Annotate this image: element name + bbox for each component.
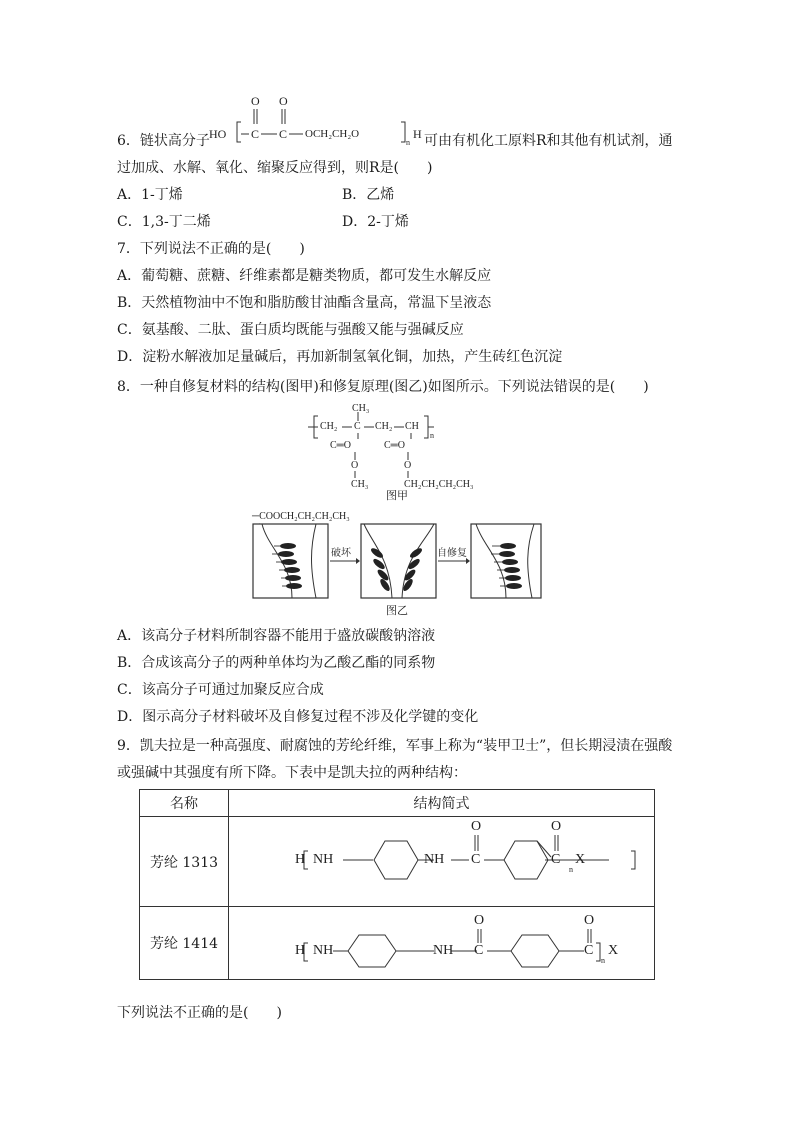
q6-option-a: A．1-丁烯 xyxy=(117,187,183,203)
q8-option-c: C．该高分子可通过加聚反应合成 xyxy=(117,682,324,698)
q7-option-b: B．天然植物油中不饱和脂肪酸甘油酯含量高，常温下呈液态 xyxy=(117,295,492,311)
q6-formula xyxy=(209,94,422,150)
table-row xyxy=(140,907,655,980)
q8-fig1-ch3-top: CH₃ xyxy=(352,403,370,414)
q9-line1: 9．凯夫拉是一种高强度、耐腐蚀的芳纶纤维，军事上称为“装甲卫士”，但长期浸渍在强酸 xyxy=(117,738,673,754)
q6-formula-o2: O xyxy=(279,94,288,108)
q6-formula-ho: HO xyxy=(209,127,227,141)
q7-option-a: A．葡萄糖、蔗糖、纤维素都是糖类物质，都可发生水解反应 xyxy=(117,268,492,284)
q8-option-a: A．该高分子材料所制容器不能用于盛放碳酸钠溶液 xyxy=(117,628,436,644)
q8-figure-1 xyxy=(308,402,498,498)
q6-formula-h: H xyxy=(413,127,422,141)
q6-number: 6． xyxy=(117,133,140,149)
table-header-structure: 结构简式 xyxy=(229,790,655,817)
q8-fig1-butyl: CH₂CH₂CH₂CH₃ xyxy=(404,479,474,490)
f1414-n: n xyxy=(601,956,605,965)
q8-fig2-panel-3 xyxy=(471,524,541,598)
table-cell-structure-1313 xyxy=(229,817,655,907)
q8-fig1-ch3-bottom: CH₃ xyxy=(351,479,369,490)
q6-stem-end: 可由有机化工原料R和其他有机试剂，通 xyxy=(424,133,673,149)
q8-option-b: B．合成该高分子的两种单体均为乙酸乙酯的同系物 xyxy=(117,655,436,671)
q7-option-c: C．氨基酸、二肽、蛋白质均既能与强酸又能与强碱反应 xyxy=(117,322,464,338)
q6-stem-start: 链状高分子 xyxy=(139,133,210,149)
table-cell-structure-1414 xyxy=(229,907,655,980)
q8-fig2-panel-1 xyxy=(253,523,328,598)
table-cell-name: 芳纶 1313 xyxy=(140,817,229,907)
q6-formula-chain: OCH₂CH₂O xyxy=(305,128,360,140)
q8-fig1-caption: 图甲 xyxy=(386,489,408,502)
q8-fig1-o1: O xyxy=(351,460,359,471)
q8-fig1-co1: C═O xyxy=(330,440,351,451)
q8-fig2-group: ─COOCH₂CH₂CH₂CH₃ xyxy=(252,511,350,522)
q8-stem: 8．一种自修复材料的结构(图甲)和修复原理(图乙)如图所示。下列说法错误的是( ) xyxy=(117,379,649,395)
q6-option-c: C．1,3-丁二烯 xyxy=(117,214,211,230)
f1313-nh2: NH xyxy=(424,852,445,867)
table-cell-name: 芳纶 1414 xyxy=(140,907,229,980)
f1414-h: H xyxy=(295,943,306,958)
q6-formula-bonds xyxy=(209,94,422,150)
q8-fig1-c: C xyxy=(354,421,361,432)
f1414-o2: O xyxy=(584,913,595,928)
f1414-c2: C xyxy=(584,943,594,958)
f1313-x: X xyxy=(575,852,586,867)
f1313-h: H xyxy=(295,852,306,867)
q8-fig1-n: n xyxy=(430,431,434,440)
q8-figure-2 xyxy=(252,523,542,599)
q9-line2: 或强碱中其强度有所下降。下表中是凯夫拉的两种结构： xyxy=(117,765,467,781)
q8-fig1-o2: O xyxy=(404,460,412,471)
q7-option-d: D．淀粉水解液加足量碱后，再加新制氢氧化铜，加热，产生砖红色沉淀 xyxy=(117,349,563,365)
q8-fig1-co2: C═O xyxy=(384,440,405,451)
f1313-c2: C xyxy=(551,852,561,867)
q6-option-d: D．2-丁烯 xyxy=(342,214,409,230)
f1414-nh1: NH xyxy=(313,943,334,958)
q7-stem: 7．下列说法不正确的是( ) xyxy=(117,241,305,257)
q8-fig1-ch2a: CH₂ xyxy=(320,421,338,432)
q6-line2: 过加成、水解、氧化、缩聚反应得到，则R是( ) xyxy=(117,160,433,176)
f1414-o1: O xyxy=(474,913,485,928)
q6-formula-c1: C xyxy=(251,127,260,141)
q8-option-d: D．图示高分子材料破坏及自修复过程不涉及化学键的变化 xyxy=(117,709,479,725)
q8-fig2-arrow2-label: 自修复 xyxy=(437,548,467,559)
q8-fig1-ch2b: CH₂ xyxy=(375,421,393,432)
q8-fig2-caption: 图乙 xyxy=(386,604,408,617)
f1313-o2: O xyxy=(551,819,562,834)
f1414-nh2: NH xyxy=(433,943,454,958)
q6-formula-o1: O xyxy=(251,94,260,108)
f1313-nh1: NH xyxy=(313,852,334,867)
table-header-row xyxy=(140,790,655,817)
f1313-n: n xyxy=(569,865,573,874)
f1313-c1: C xyxy=(471,852,481,867)
q6-option-b: B．乙烯 xyxy=(342,187,395,203)
table-row xyxy=(140,817,655,907)
f1414-x: X xyxy=(608,943,619,958)
q6-stem xyxy=(117,132,210,150)
q8-fig1-ch: CH xyxy=(405,421,419,432)
q6-formula-n: n xyxy=(406,138,410,147)
q6-formula-c2: C xyxy=(279,127,288,141)
q8-fig2-panel-2 xyxy=(361,524,436,598)
f1313-o1: O xyxy=(471,819,482,834)
table-header-name: 名称 xyxy=(140,790,229,817)
q9-after: 下列说法不正确的是( ) xyxy=(117,1005,282,1021)
q8-fig2-arrow1-label: 破坏 xyxy=(331,548,351,559)
q9-table xyxy=(139,789,655,980)
f1414-c1: C xyxy=(474,943,484,958)
